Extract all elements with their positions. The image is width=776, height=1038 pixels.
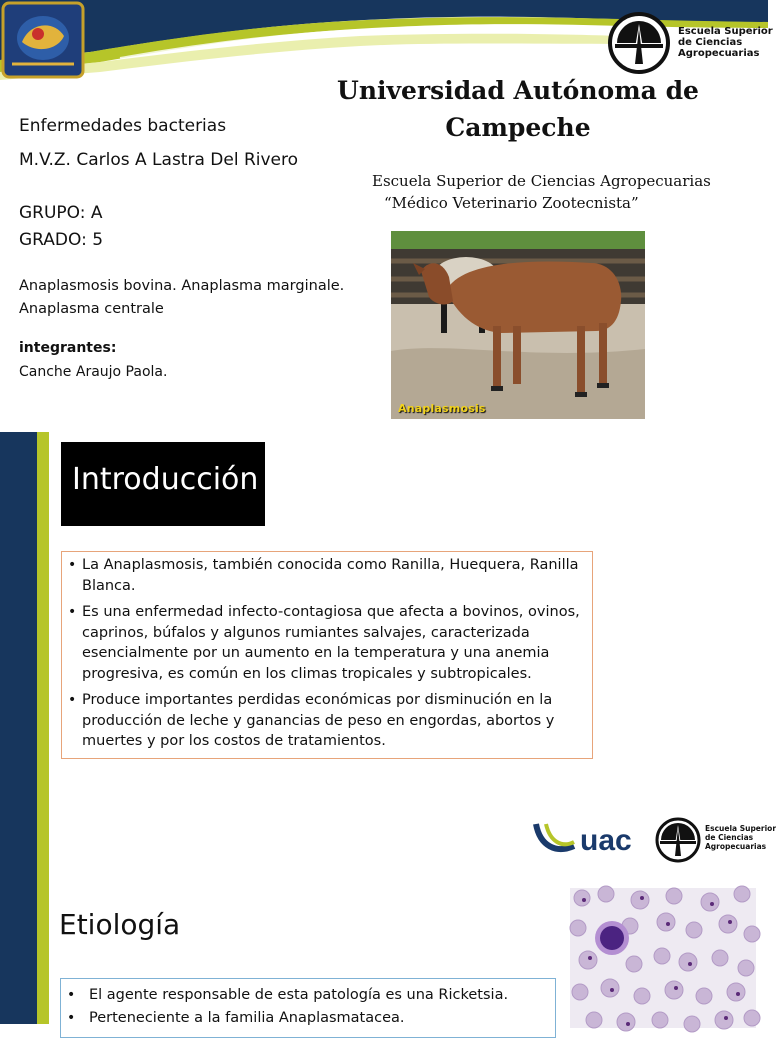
members-label: integrantes: [19, 340, 117, 356]
school-name: Escuela Superior de Ciencias Agropecuarias [372, 172, 711, 190]
intro-bullet: • La Anaplasmosis, también conocida como Ranilla, Huequera, Ranilla Blanca. [68, 557, 579, 594]
university-title: Universidad Autónoma de Campeche [337, 76, 699, 142]
professor-text: M.V.Z. Carlos A Lastra Del Rivero [19, 150, 299, 170]
etio-bullet: • Perteneciente a la familia Anaplasmatacea. [67, 1010, 405, 1026]
uac-school-text: Escuela Superior de Ciencias Agropecuarias [705, 824, 776, 851]
bullet-icon: • [68, 557, 77, 573]
members-text: Canche Araujo Paola. [19, 364, 168, 380]
sidebar-navy-stripe [0, 432, 37, 1024]
etio-bullet-list [60, 978, 556, 1038]
bullet-icon: • [68, 692, 77, 708]
intro-bullet: • Produce importantes perdidas económicas por disminución en la producción de leche y ganancias de peso en engordas, abortos y muertes y por los costos de tratamientos. [68, 692, 555, 749]
photo-caption: Anaplasmosis [398, 402, 486, 415]
intro-bullet-list [61, 551, 593, 759]
bullet-icon: • [67, 987, 76, 1003]
school-logo [608, 12, 773, 76]
cattle-photo [391, 231, 645, 419]
degree-name: “Médico Veterinario Zootecnista” [384, 194, 639, 212]
intro-heading-box [61, 442, 265, 526]
blood-smear-photo [570, 888, 756, 1028]
school-block [372, 170, 717, 214]
bullet-icon: • [68, 604, 77, 620]
intro-title: Introducción [72, 462, 259, 497]
sidebar-green-stripe [37, 432, 49, 1024]
content-slide [0, 432, 776, 1026]
description-text: Anaplasmosis bovina. Anaplasma marginale. Anaplasma centrale [19, 278, 345, 317]
grade-text: GRADO: 5 [19, 230, 104, 250]
etio-bullet: • El agente responsable de esta patología es una Ricketsia. [67, 987, 509, 1003]
title-slide [0, 0, 773, 432]
topic-text: Enfermedades bacterias [19, 116, 227, 136]
bullet-icon: • [67, 1010, 76, 1026]
uac-wordmark: uac [580, 824, 632, 857]
uac-logo [534, 816, 776, 864]
university-crest-logo [2, 2, 84, 78]
group-text: GRUPO: A [19, 203, 103, 223]
etio-title: Etiología [59, 908, 181, 941]
school-logo-text: Escuela Superior de Ciencias Agropecuarias [678, 26, 773, 59]
intro-bullet: • Es una enfermedad infecto-contagiosa que afecta a bovinos, ovinos, caprinos, búfalos y algunos rumiantes salvajes, caracterizada esencialmente por un aumento en la temperatura y una anemia progresiva, es común en los climas tropicales y subtropicales. [68, 604, 580, 682]
